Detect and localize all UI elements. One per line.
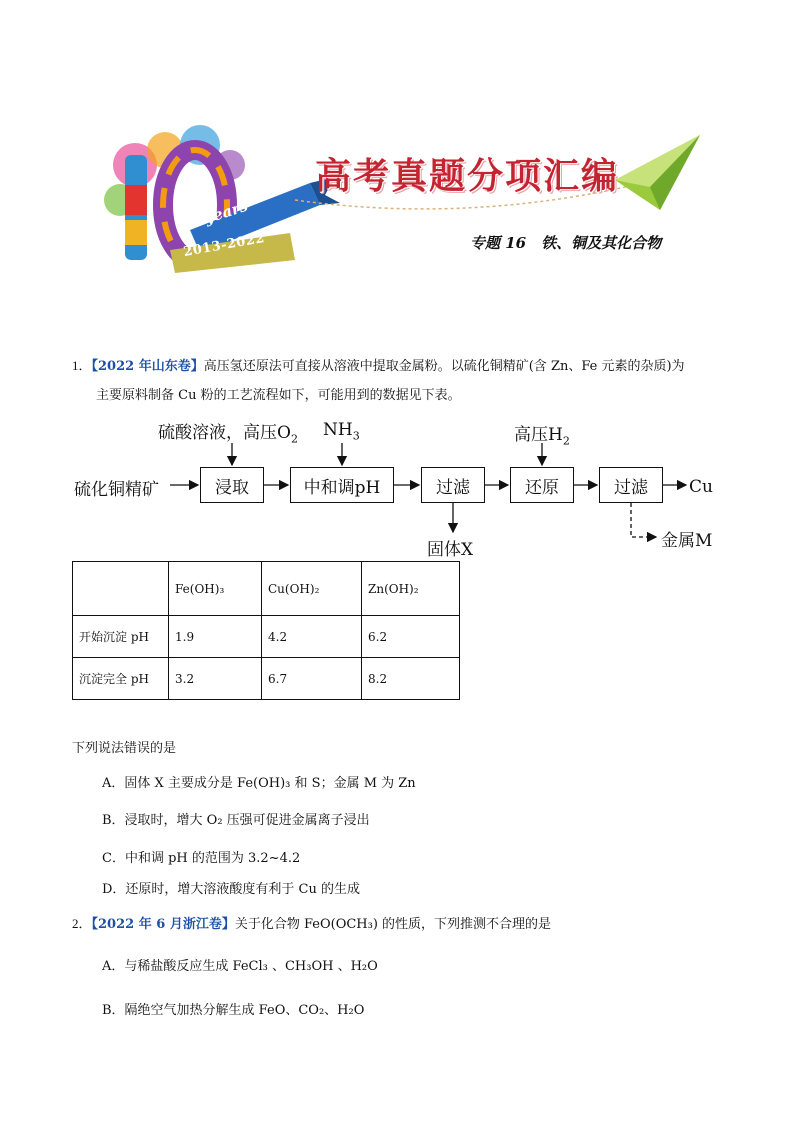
q1-option-c: C．中和调 pH 的范围为 3.2~4.2 (102, 851, 301, 866)
table-header-cell (73, 562, 169, 616)
product-copper: Cu (689, 477, 713, 497)
table-row (73, 616, 460, 658)
step-filter-2: 过滤 (599, 467, 663, 503)
q2-line (72, 914, 551, 935)
table-cell: 4.2 (262, 616, 362, 658)
table-header-row (73, 562, 460, 616)
topic-title: 专题 16 铁、铜及其化合物 (470, 234, 662, 252)
q1-text-line1: 高压氢还原法可直接从溶液中提取金属粉。以硫化铜精矿(含 Zn、Fe 元素的杂质)为 (203, 359, 685, 374)
reagent2-text: NH (323, 420, 353, 440)
table-cell: 6.2 (362, 616, 460, 658)
step-reduction: 还原 (510, 467, 574, 503)
q1-option-a: A．固体 X 主要成分是 Fe(OH)₃ 和 S；金属 M 为 Zn (102, 776, 416, 791)
step-filter-1: 过滤 (421, 467, 485, 503)
reagent1-sub: 2 (290, 432, 298, 446)
table-cell: 8.2 (362, 658, 460, 700)
step-neutralize-ph: 中和调pH (290, 467, 394, 503)
table-header-cell: Fe(OH)₃ (169, 562, 262, 616)
table-row (73, 658, 460, 700)
table-cell: 3.2 (169, 658, 262, 700)
reagent1-text: 硫酸溶液，高压O (158, 423, 291, 443)
series-title: 高考真题分项汇编 (315, 155, 620, 197)
ph-data-table (72, 561, 460, 700)
table-cell: 沉淀完全 pH (73, 658, 169, 700)
table-cell: 6.7 (262, 658, 362, 700)
reagent2-sub: 3 (352, 429, 360, 443)
q2-number: 2． (72, 916, 92, 931)
ribbon-word: years (202, 196, 251, 228)
q2-source: 【2022 年 6 月浙江卷】 (91, 917, 235, 932)
q2-option-b: B．隔绝空气加热分解生成 FeO、CO₂、H₂O (102, 1003, 365, 1018)
reagent3-sub: 2 (562, 434, 570, 448)
reagent3-text: 高压H (514, 425, 563, 445)
year-range: 2013-2022 (182, 230, 266, 261)
table-header-cell: Cu(OH)₂ (262, 562, 362, 616)
q1-stem: 下列说法错误的是 (72, 741, 177, 756)
arrow-metal-m-dashed (631, 503, 656, 537)
q1-option-b: B．浸取时，增大 O₂ 压强可促进金属离子浸出 (102, 813, 370, 828)
table-header-cell: Zn(OH)₂ (362, 562, 460, 616)
q1-number: 1． (72, 358, 92, 373)
q2-text: 关于化合物 FeO(OCH₃) 的性质，下列推测不合理的是 (234, 917, 552, 932)
q1-option-d: D．还原时，增大溶液酸度有利于 Cu 的生成 (102, 882, 361, 897)
q1-text-line2: 主要原料制备 Cu 粉的工艺流程如下，可能用到的数据见下表。 (96, 388, 461, 403)
table-cell: 1.9 (169, 616, 262, 658)
start-material: 硫化铜精矿 (74, 480, 159, 500)
step-leaching: 浸取 (200, 467, 264, 503)
metal-m: 金属M (661, 531, 713, 551)
solid-x: 固体X (427, 540, 474, 560)
q2-option-a: A．与稀盐酸反应生成 FeCl₃ 、CH₃OH 、H₂O (102, 959, 378, 974)
table-cell: 开始沉淀 pH (73, 616, 169, 658)
q1-source: 【2022 年山东卷】 (91, 359, 204, 374)
